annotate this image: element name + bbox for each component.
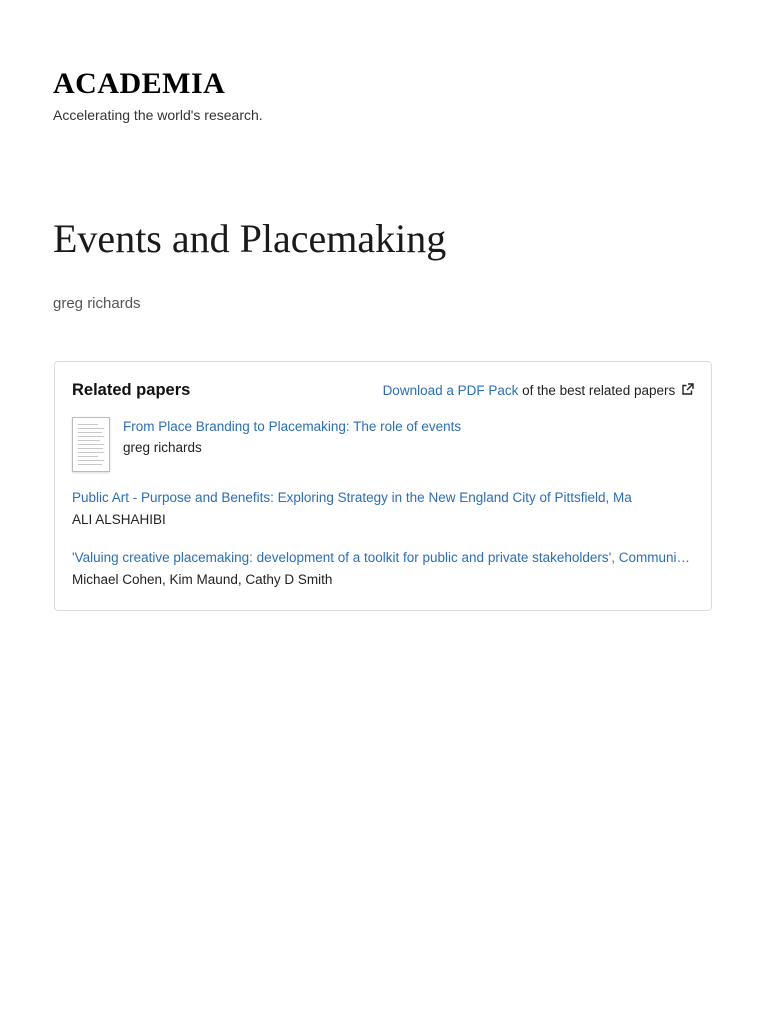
- external-link-icon[interactable]: [681, 383, 694, 396]
- related-paper-title-3[interactable]: 'Valuing creative placemaking: development of a toolkit for public and private stakeholders', Communi…: [72, 550, 690, 565]
- related-papers-card: [54, 361, 712, 611]
- related-paper-title-1[interactable]: From Place Branding to Placemaking: The role of events: [123, 419, 462, 434]
- related-paper-authors-2: ALI ALSHAHIBI: [72, 512, 166, 527]
- pdf-pack-suffix: of the best related papers: [518, 383, 676, 398]
- pdf-pack-line: [383, 382, 694, 400]
- document-title: Events and Placemaking: [53, 216, 447, 261]
- document-author: greg richards: [53, 295, 141, 312]
- paper-thumbnail[interactable]: [72, 417, 110, 472]
- download-pdf-pack-link[interactable]: Download a PDF Pack: [382, 383, 519, 398]
- related-paper-authors-1: greg richards: [123, 440, 202, 455]
- related-paper-authors-3: Michael Cohen, Kim Maund, Cathy D Smith: [72, 572, 333, 587]
- related-paper-title-2[interactable]: Public Art - Purpose and Benefits: Exploring Strategy in the New England City of Pittsfield, Ma: [72, 490, 632, 505]
- tagline: Accelerating the world's research.: [53, 107, 263, 123]
- academia-logo[interactable]: ACADEMIA: [53, 67, 226, 100]
- related-papers-heading: Related papers: [72, 381, 191, 399]
